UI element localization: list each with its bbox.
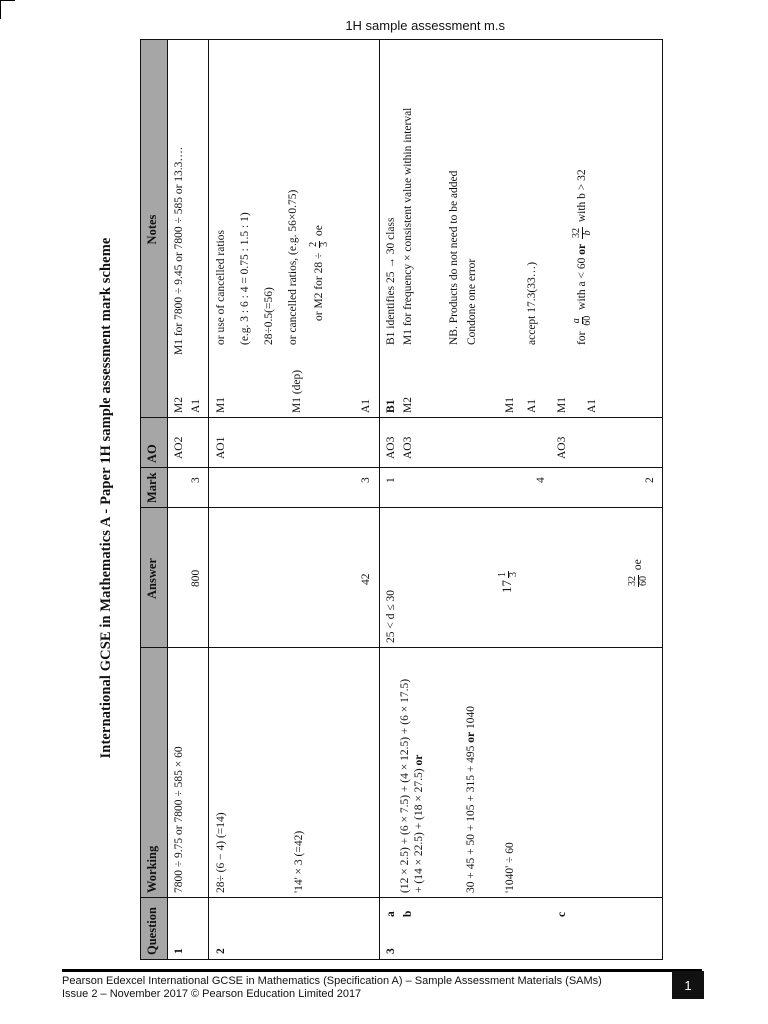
q3b-code-m1: M1: [504, 397, 516, 413]
q3c-answer-suffix: oe: [632, 559, 645, 571]
table-header-row: [141, 40, 168, 960]
q3c-note-b-fraction: [572, 227, 593, 239]
footer-line-2: Issue 2 – November 2017 © Pearson Education Limited 2017: [62, 988, 362, 1000]
q2-note-2: (e.g. 3 : 6 : 4 = 0.75 : 1.5 : 1): [239, 212, 251, 345]
q2-note-fraction: [309, 241, 330, 248]
crop-corner-mark: [0, 0, 15, 15]
q3b-note-4: accept 17.3(33…): [526, 261, 538, 345]
q2-mark: 3: [360, 477, 372, 483]
q3c-note-or: or: [576, 243, 589, 255]
q1-working: 7800 ÷ 9.75 or 7800 ÷ 585 × 60: [173, 746, 185, 893]
q3b-ao: AO3: [402, 436, 414, 459]
page-title: International GCSE in Mathematics A - Paper 1H sample assessment mark scheme: [98, 237, 114, 759]
q3c-answer-fraction: [628, 575, 649, 587]
q3b-answer-whole: 17: [499, 580, 515, 593]
table-row-q3: [380, 40, 663, 960]
footer-line-1: Pearson Edexcel International GCSE in Mathematics (Specification A) – Sample Assessment Materials (SAMs): [62, 975, 602, 987]
q2-note-frac-num: 2: [308, 241, 319, 247]
q3b-answer-den: 3: [508, 572, 519, 577]
q3-part-b: b: [402, 910, 414, 917]
q2-note-5-suffix: oe: [313, 225, 326, 236]
q2-note-4: or cancelled ratios, (e.g. 56×0.75): [287, 189, 299, 345]
q3c-code-a1: A1: [586, 398, 598, 413]
q2-note-frac-den: 3: [319, 241, 330, 247]
q2-note-1: or use of cancelled ratios: [215, 230, 227, 345]
q3-number: 3: [385, 948, 397, 954]
col-header-question: Question: [141, 898, 168, 960]
q2-note-5: [309, 225, 330, 321]
col-header-notes: Notes: [141, 40, 168, 418]
q3b-answer-num: 1: [497, 572, 508, 577]
q3a-mark: 1: [385, 477, 397, 483]
q3b-code-a1: A1: [526, 398, 538, 413]
q3b-note-2: NB. Products do not need to be added: [448, 170, 460, 345]
q2-code-m1-dep: M1 (dep): [291, 369, 303, 413]
q2-code-a1: A1: [360, 398, 372, 413]
q3b-working-sum: 30 + 45 + 50 + 105 + 315 + 495: [465, 745, 477, 893]
q3b-answer: [498, 569, 519, 593]
q3a-note: B1 identifies 25 → 30 class: [385, 217, 397, 345]
table-row-q1: [168, 40, 209, 960]
q1-answer: 800: [190, 569, 202, 587]
q1-mark: 3: [190, 477, 202, 483]
q3c-mark: 2: [644, 477, 656, 483]
col-header-mark: Mark: [141, 468, 168, 508]
q1-ao: AO2: [173, 436, 185, 459]
q1-number: 1: [173, 948, 185, 954]
q3a-answer: 25 < d ≤ 30: [385, 589, 397, 643]
q3b-note-3: Condone one error: [466, 258, 478, 345]
q3c-answer-num: 32: [627, 576, 638, 586]
table-row-q2: [209, 40, 380, 960]
q2-number: 2: [215, 948, 227, 954]
q3c-code-m1: M1: [556, 397, 568, 413]
page-footer: [62, 969, 702, 1001]
q3b-working-total: 1040: [465, 705, 477, 729]
q3c-note-for: for: [576, 331, 589, 345]
q3b-answer-fraction: [498, 571, 519, 578]
q3b-working-1: [398, 678, 426, 893]
q2-working-2: '14' × 3 (=42): [293, 830, 305, 893]
q1-note: M1 for 7800 ÷ 9.45 or 7800 ÷ 585 or 13.3….: [173, 147, 185, 355]
mark-scheme-table: [140, 39, 663, 960]
q1-code-m2: M2: [173, 397, 185, 413]
q3b-working-or-2: or: [465, 731, 477, 743]
q3-part-c: c: [556, 911, 568, 917]
q3b-note-1: M1 for frequency × consistent value within interval: [402, 107, 414, 345]
q3c-note: [572, 169, 593, 345]
q3c-note-a-fraction: [572, 315, 593, 327]
q3c-answer-den: 60: [638, 576, 649, 586]
col-header-answer: Answer: [141, 508, 168, 648]
q2-note-5-text: or M2 for 28 ÷: [313, 252, 326, 321]
page-number-badge: 1: [672, 971, 704, 999]
q1-code-a1: A1: [190, 398, 202, 413]
q3b-mark: 4: [535, 477, 547, 483]
q3c-note-end: with b > 32: [576, 169, 589, 223]
rotated-mark-scheme-page: [98, 40, 656, 960]
q3b-working-or-1: or: [413, 754, 425, 766]
q3b-working-products: (12 × 2.5) + (6 × 7.5) + (4 × 12.5) + (6 × 17.5) + (14 × 22.5) + (18 × 27.5): [399, 678, 425, 893]
q2-code-m1: M1: [215, 397, 227, 413]
q3a-ao: AO3: [385, 436, 397, 459]
q3-part-a: a: [385, 911, 397, 917]
q2-ao: AO1: [215, 436, 227, 459]
q3c-note-b-den: b: [582, 230, 593, 236]
q2-note-3: 28÷0.5(=56): [263, 287, 275, 345]
document-header-label: 1H sample assessment m.s: [345, 18, 505, 33]
q3c-note-a-num: a: [571, 318, 582, 324]
col-header-working: Working: [141, 648, 168, 898]
q3b-code-m2: M2: [402, 397, 414, 413]
q3c-note-a-den: 60: [582, 315, 593, 326]
q3c-ao: AO3: [556, 436, 568, 459]
q3b-working-2: [464, 678, 478, 893]
col-header-ao: AO: [141, 418, 168, 468]
q3b-working-3: '1040' ÷ 60: [504, 842, 516, 893]
q3c-answer: [628, 559, 649, 589]
q3c-note-mid: with a < 60: [576, 257, 589, 310]
q3c-note-b-num: 32: [571, 228, 582, 239]
q3a-code-b1: B1: [385, 399, 397, 413]
q2-answer: 42: [360, 573, 372, 585]
q2-working-1: 28÷ (6 − 4) (=14): [215, 812, 227, 893]
